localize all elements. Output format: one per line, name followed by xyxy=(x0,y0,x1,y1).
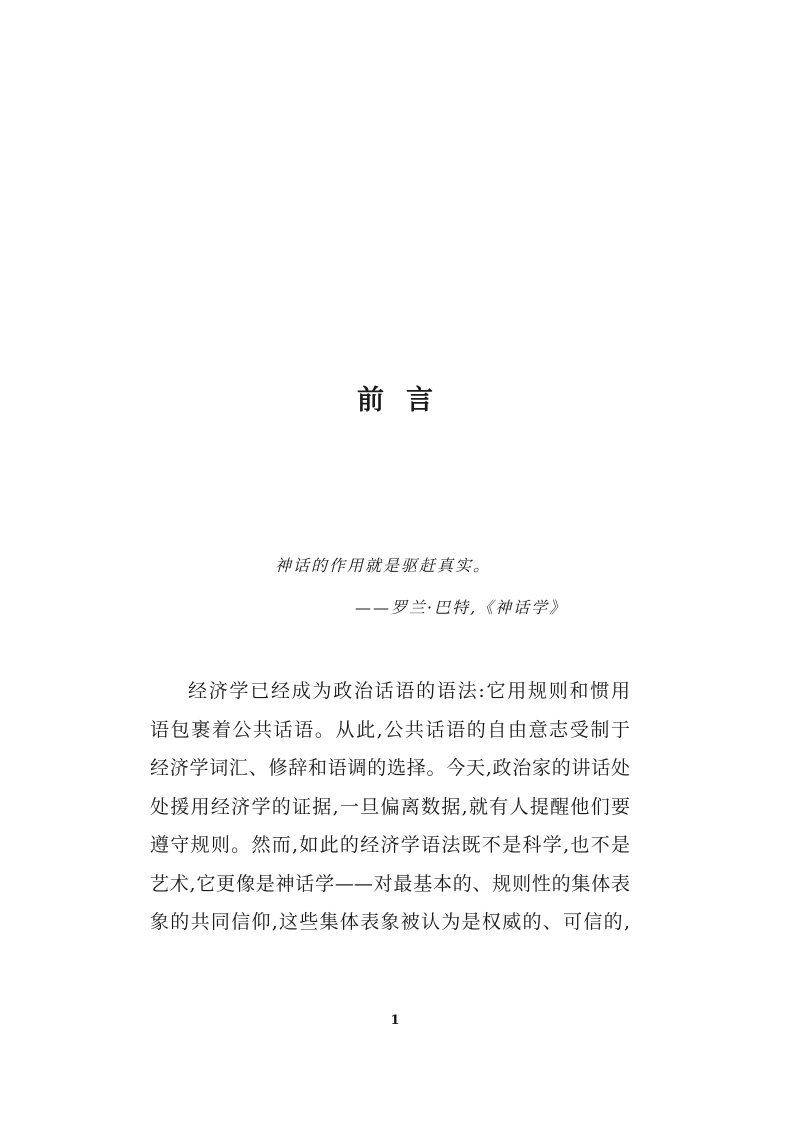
chapter-title: 前言 xyxy=(357,385,455,416)
body-line: 语包裹着公共话语。从此,公共话语的自由意志受制于 xyxy=(150,718,630,741)
epigraph-quote: 神话的作用就是驱赶真实。 xyxy=(275,556,492,575)
body-line: 经济学词汇、修辞和语调的选择。今天,政治家的讲话处 xyxy=(150,757,630,779)
body-paragraph xyxy=(150,672,630,942)
page-number: 1 xyxy=(390,1013,400,1028)
body-line: 象的共同信仰,这些集体表象被认为是权威的、可信的, xyxy=(150,911,630,933)
body-line: 处援用经济学的证据,一旦偏离数据,就有人提醒他们要 xyxy=(150,795,630,818)
body-line: 遵守规则。然而,如此的经济学语法既不是科学,也不是 xyxy=(150,834,630,856)
body-line: 艺术,它更像是神话学——对最基本的、规则性的集体表 xyxy=(150,872,630,895)
body-line: 经济学已经成为政治话语的语法:它用规则和惯用 xyxy=(188,680,630,702)
epigraph-attribution: ——罗兰·巴特,《神话学》 xyxy=(355,598,568,617)
